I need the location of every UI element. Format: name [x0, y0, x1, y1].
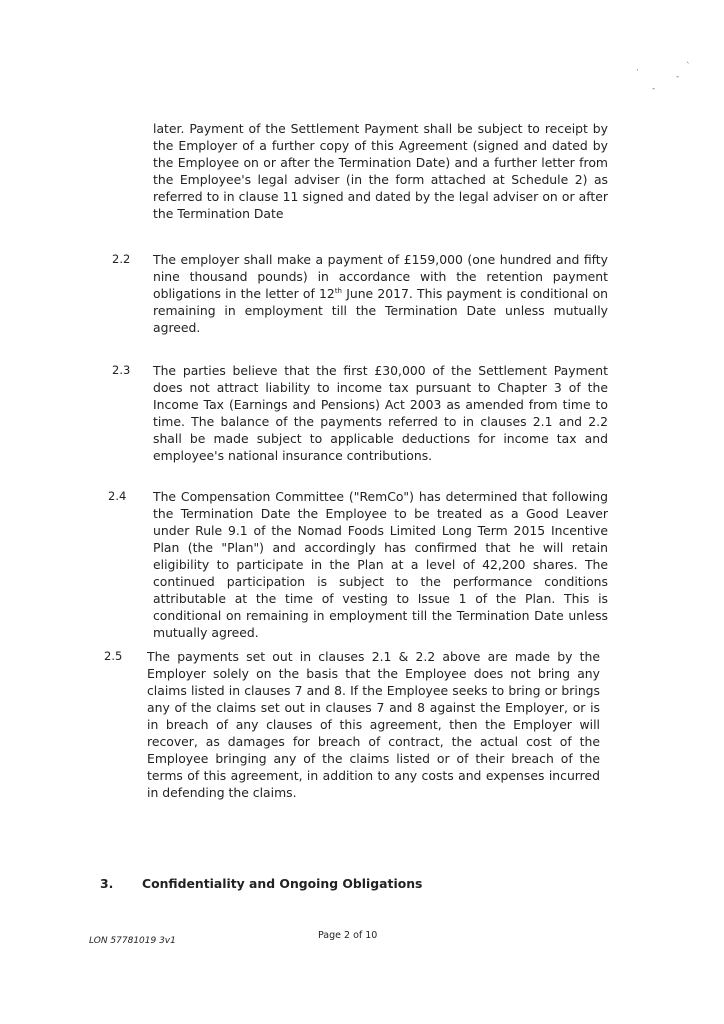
clause-text: The payments set out in clauses 2.1 & 2.2 above are made by the Employer solely on the basis that the Employee does not bring any claims listed in clauses 7 and 8. If the Employee seeks to bring or brings any of the claims set out in clauses 7 and 8 against the Employer, or is in breach of any clauses of this agreement, then the Employer will recover, as damages for breach of contract, the actual cost of the Employee bringing any of the claims listed or of their breach of the terms of this agreement, in addition to any costs and expenses incurred in defending the claims.	[147, 649, 600, 800]
page-number: Page 2 of 10	[318, 930, 378, 941]
scan-artifact-mark: `	[686, 62, 691, 72]
section-number: 3.	[100, 876, 114, 891]
clause-text	[153, 251, 608, 336]
document-reference: LON 57781019 3v1	[89, 936, 176, 946]
clause-2-3	[153, 362, 608, 464]
clause-2-2	[153, 251, 608, 336]
clause-text-part: The employer shall make a payment of £159,000 (one hundred and fifty nine thousand pounds) in accordance with the retention payment obligations in the letter of 12	[153, 252, 608, 301]
clause-text: later. Payment of the Settlement Payment shall be subject to receipt by the Employer of a further copy of this Agreement (signed and dated by the Employee on or after the Termination Date) and a further letter from the Employee's legal adviser (in the form attached at Schedule 2) as referred to in clause 11 signed and dated by the legal adviser on or after the Termination Date	[153, 121, 608, 221]
clause-text-part: June 2017. This payment is conditional on remaining in employment till the Termination Date unless mutually agreed.	[153, 286, 609, 335]
section-title: Confidentiality and Ongoing Obligations	[142, 876, 423, 891]
clause-text: The Compensation Committee ("RemCo") has determined that following the Termination Date the Employee to be treated as a Good Leaver under Rule 9.1 of the Nomad Foods Limited Long Term 2015 Incentive Plan (the "Plan") and accordingly has confirmed that he will retain eligibility to participate in the Plan at a level of 42,200 shares. The continued participation is subject to the performance conditions attributable at the time of vesting to Issue 1 of the Plan. This is conditional on remaining in employment till the Termination Date unless mutually agreed.	[153, 489, 608, 640]
scan-artifact-mark: -	[652, 84, 656, 94]
clause-2-5	[147, 648, 600, 801]
clause-number: 2.4	[108, 489, 127, 503]
scan-artifact-mark: ·	[636, 66, 639, 76]
clause-2-1-continuation	[153, 120, 608, 222]
clause-text: The parties believe that the first £30,000 of the Settlement Payment does not attract liability to income tax pursuant to Chapter 3 of the Income Tax (Earnings and Pensions) Act 2003 as amended from time to time. The balance of the payments referred to in clauses 2.1 and 2.2 shall be made subject to applicable deductions for income tax and employee's national insurance contributions.	[153, 363, 608, 463]
clause-number: 2.5	[104, 649, 123, 663]
clause-number: 2.3	[112, 363, 131, 377]
clause-number: 2.2	[112, 252, 131, 266]
clause-2-4	[153, 488, 608, 641]
scan-artifact-mark: -	[676, 72, 680, 82]
ordinal-suffix: th	[334, 287, 342, 295]
